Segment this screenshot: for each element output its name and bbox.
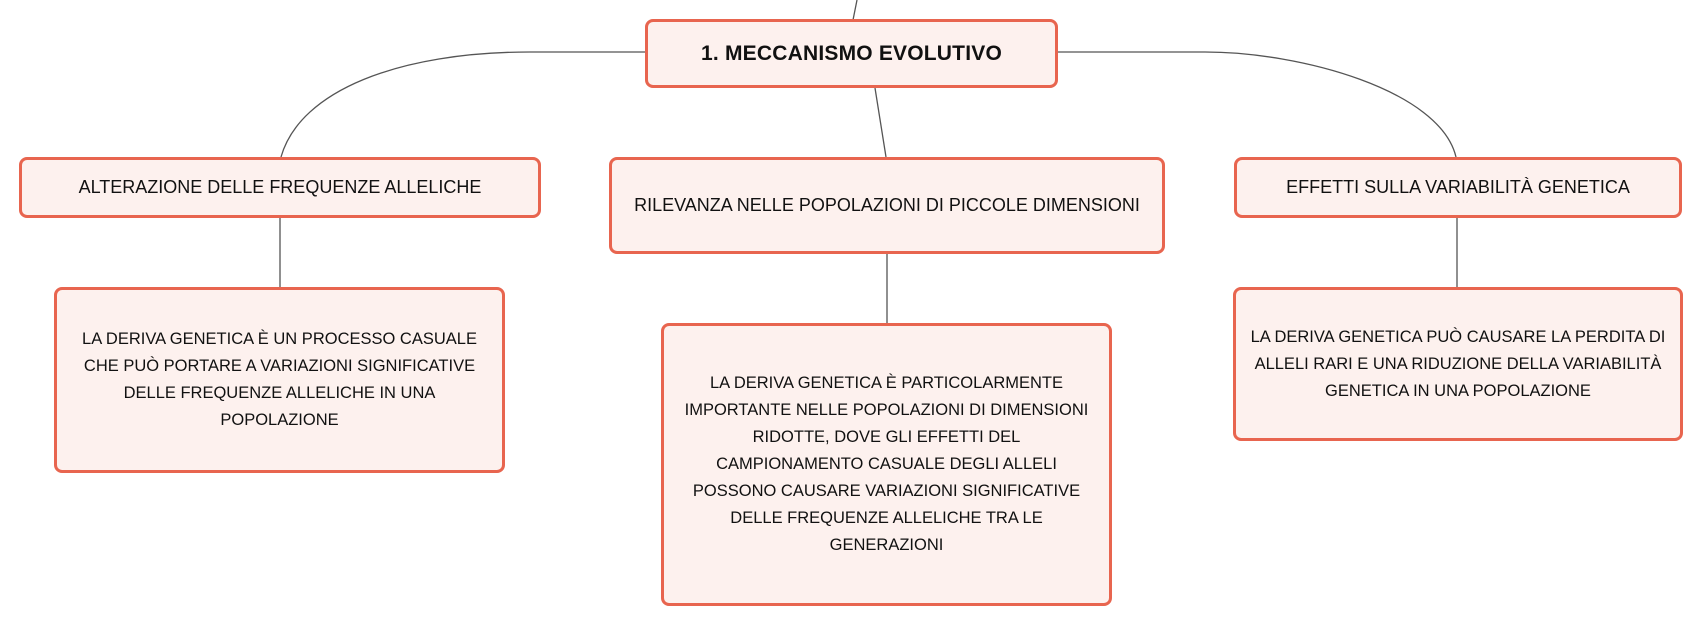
root-node[interactable]	[645, 19, 1058, 88]
connector-root-to-branch-1	[281, 52, 645, 157]
branch-node-genetic-variability[interactable]	[1234, 157, 1682, 218]
branch-node-label: EFFETTI SULLA VARIABILITÀ GENETICA	[1286, 177, 1630, 197]
detail-node-genetic-variability[interactable]	[1233, 287, 1683, 441]
connector-root-to-branch-2	[875, 88, 886, 157]
detail-node-text: LA DERIVA GENETICA PUÒ CAUSARE LA PERDITA DI ALLELI RARI E UNA RIDUZIONE DELLA VARIABILITÀ GENETICA IN UNA POPOLAZIONE	[1250, 327, 1666, 400]
root-node-label: 1. MECCANISMO EVOLUTIVO	[701, 41, 1002, 65]
detail-node-text: LA DERIVA GENETICA È PARTICOLARMENTE IMPORTANTE NELLE POPOLAZIONI DI DIMENSIONI RIDOTTE, DOVE GLI EFFETTI DEL CAMPIONAMENTO CASUALE DEGLI ALLELI POSSONO CAUSARE VARIAZIONI SIGNIFICATIVE DELLE FREQUENZE ALLELICHE TRA LE GENERAZIONI	[684, 374, 1089, 554]
connector-from-parent	[853, 0, 857, 20]
connector-root-to-branch-3	[1058, 52, 1456, 157]
branch-node-small-populations[interactable]	[609, 157, 1165, 254]
detail-node-small-populations[interactable]	[661, 323, 1112, 606]
detail-node-text: LA DERIVA GENETICA È UN PROCESSO CASUALE CHE PUÒ PORTARE A VARIAZIONI SIGNIFICATIVE DELLE FREQUENZE ALLELICHE IN UNA POPOLAZIONE	[82, 330, 477, 429]
branch-node-label: RILEVANZA NELLE POPOLAZIONI DI PICCOLE DIMENSIONI	[634, 195, 1140, 215]
detail-node-allele-frequencies[interactable]	[54, 287, 505, 473]
branch-node-allele-frequencies[interactable]	[19, 157, 541, 218]
branch-node-label: ALTERAZIONE DELLE FREQUENZE ALLELICHE	[78, 177, 482, 197]
